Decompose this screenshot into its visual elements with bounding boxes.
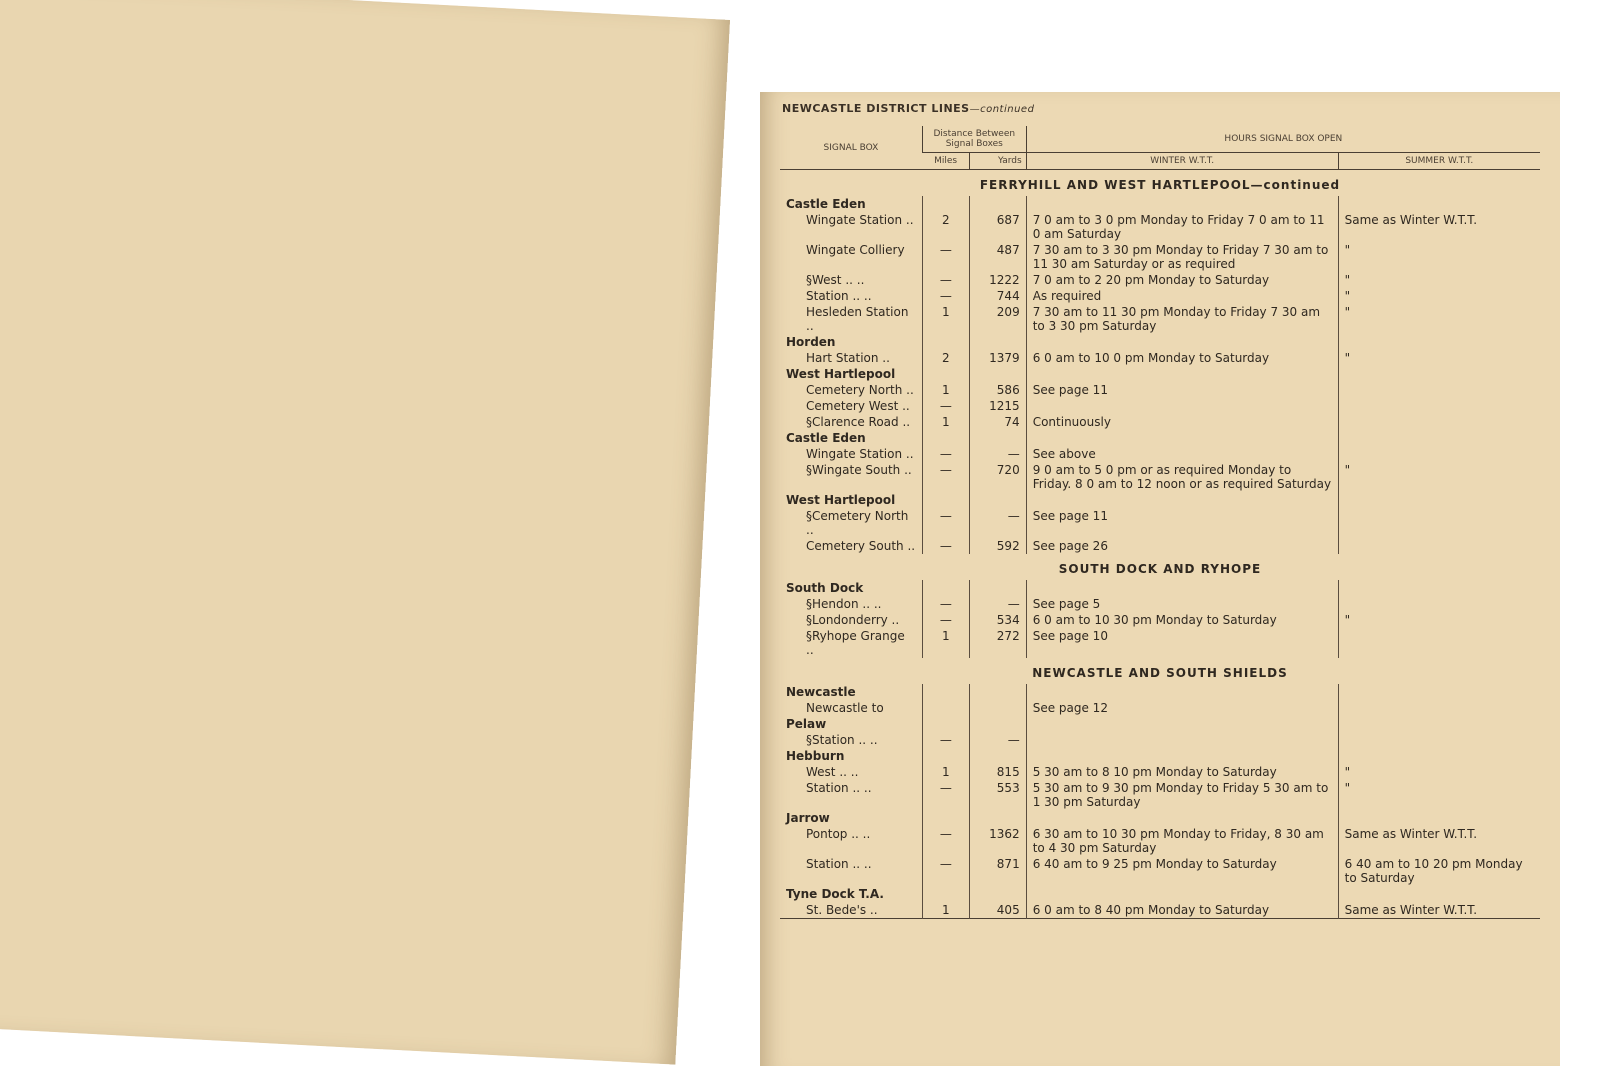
- winter-cell: 7 30 am to 3 30 pm Monday to Friday 7 30 am to 11 30 am Saturday or as required: [1026, 242, 1338, 272]
- yards-cell: [969, 810, 1026, 826]
- rule-cell: [780, 919, 1540, 926]
- miles-cell: [922, 430, 969, 446]
- summer-cell: ": [1338, 780, 1540, 810]
- section-heading-row: [780, 170, 1540, 197]
- winter-cell: [1026, 732, 1338, 748]
- summer-cell: ": [1338, 612, 1540, 628]
- miles-cell: [922, 716, 969, 732]
- summer-cell: ": [1338, 272, 1540, 288]
- summer-cell: ": [1338, 462, 1540, 492]
- summer-cell: [1338, 810, 1540, 826]
- signal-box-name: West .. ..: [806, 765, 859, 779]
- signal-box-name: Hart Station ..: [806, 351, 890, 365]
- col-distance: Distance Between Signal Boxes: [922, 126, 1026, 153]
- signal-box-name: §Londonderry ..: [806, 613, 900, 627]
- group-name: West Hartlepool: [786, 367, 896, 381]
- summer-cell: [1338, 628, 1540, 658]
- yards-cell: [969, 684, 1026, 700]
- winter-cell: [1026, 196, 1338, 212]
- signal-box-name: §Ryhope Grange ..: [806, 629, 905, 657]
- miles-cell: [922, 700, 969, 716]
- summer-cell: [1338, 580, 1540, 596]
- winter-cell: [1026, 716, 1338, 732]
- group-name: Horden: [786, 335, 836, 349]
- yards-cell: 272: [969, 628, 1026, 658]
- signal-box-name: §Station .. ..: [806, 733, 878, 747]
- miles-cell: [922, 580, 969, 596]
- table-row: [780, 856, 1540, 886]
- yards-cell: [969, 580, 1026, 596]
- winter-cell: 6 30 am to 10 30 pm Monday to Friday, 8 30 am to 4 30 pm Saturday: [1026, 826, 1338, 856]
- miles-cell: [922, 334, 969, 350]
- table-row: [780, 612, 1540, 628]
- winter-cell: 5 30 am to 8 10 pm Monday to Saturday: [1026, 764, 1338, 780]
- winter-cell: See above: [1026, 446, 1338, 462]
- group-name: Pelaw: [786, 717, 827, 731]
- group-name: Castle Eden: [786, 197, 866, 211]
- miles-cell: —: [922, 826, 969, 856]
- group-name: Jarrow: [786, 811, 830, 825]
- signal-box-cell: [780, 732, 922, 748]
- signal-box-name: Hesleden Station ..: [806, 305, 909, 333]
- miles-cell: 1: [922, 304, 969, 334]
- summer-cell: ": [1338, 764, 1540, 780]
- table-row: [780, 764, 1540, 780]
- summer-cell: [1338, 334, 1540, 350]
- miles-cell: —: [922, 288, 969, 304]
- group-row: [780, 886, 1540, 902]
- col-yards: Yards: [969, 153, 1026, 170]
- yards-cell: —: [969, 508, 1026, 538]
- yards-cell: 487: [969, 242, 1026, 272]
- signal-box-cell: [780, 596, 922, 612]
- signal-box-table: [780, 126, 1540, 925]
- table-row: [780, 304, 1540, 334]
- miles-cell: —: [922, 538, 969, 554]
- summer-cell: [1338, 196, 1540, 212]
- winter-cell: [1026, 580, 1338, 596]
- table-row: [780, 508, 1540, 538]
- signal-box-cell: [780, 856, 922, 886]
- table-row: [780, 902, 1540, 919]
- miles-cell: [922, 810, 969, 826]
- signal-box-cell: [780, 398, 922, 414]
- yards-cell: 553: [969, 780, 1026, 810]
- table-row: [780, 826, 1540, 856]
- yards-cell: [969, 492, 1026, 508]
- summer-cell: [1338, 398, 1540, 414]
- yards-cell: [969, 748, 1026, 764]
- yards-cell: 871: [969, 856, 1026, 886]
- miles-cell: [922, 492, 969, 508]
- table-row: [780, 462, 1540, 492]
- summer-cell: Same as Winter W.T.T.: [1338, 212, 1540, 242]
- winter-cell: See page 12: [1026, 700, 1338, 716]
- signal-box-cell: [780, 826, 922, 856]
- signal-box-name: Wingate Station ..: [806, 447, 914, 461]
- winter-cell: As required: [1026, 288, 1338, 304]
- yards-cell: [969, 334, 1026, 350]
- group-name: Hebburn: [786, 749, 845, 763]
- summer-cell: [1338, 538, 1540, 554]
- summer-cell: 6 40 am to 10 20 pm Monday to Saturday: [1338, 856, 1540, 886]
- winter-cell: 6 0 am to 10 30 pm Monday to Saturday: [1026, 612, 1338, 628]
- group-row: [780, 748, 1540, 764]
- miles-cell: 1: [922, 382, 969, 398]
- summer-cell: ": [1338, 288, 1540, 304]
- table-row: [780, 780, 1540, 810]
- yards-cell: 744: [969, 288, 1026, 304]
- miles-cell: 2: [922, 212, 969, 242]
- yards-cell: —: [969, 446, 1026, 462]
- winter-cell: [1026, 334, 1338, 350]
- winter-cell: [1026, 492, 1338, 508]
- miles-cell: —: [922, 780, 969, 810]
- miles-cell: 1: [922, 414, 969, 430]
- yards-cell: 534: [969, 612, 1026, 628]
- summer-cell: [1338, 732, 1540, 748]
- miles-cell: —: [922, 612, 969, 628]
- signal-box-name: §Hendon .. ..: [806, 597, 882, 611]
- yards-cell: 586: [969, 382, 1026, 398]
- signal-box-name: Station .. ..: [806, 857, 872, 871]
- group-row: [780, 366, 1540, 382]
- yards-cell: [969, 700, 1026, 716]
- signal-box-name: Cemetery North ..: [806, 383, 914, 397]
- yards-cell: 405: [969, 902, 1026, 919]
- table-row: [780, 398, 1540, 414]
- yards-cell: 1222: [969, 272, 1026, 288]
- winter-cell: 5 30 am to 9 30 pm Monday to Friday 5 30 am to 1 30 pm Saturday: [1026, 780, 1338, 810]
- miles-cell: —: [922, 242, 969, 272]
- signal-box-name: Wingate Colliery: [806, 243, 905, 257]
- signal-box-name: St. Bede's ..: [806, 903, 878, 917]
- signal-box-cell: [780, 628, 922, 658]
- summer-cell: [1338, 382, 1540, 398]
- winter-cell: See page 10: [1026, 628, 1338, 658]
- yards-cell: 209: [969, 304, 1026, 334]
- signal-box-cell: [780, 382, 922, 398]
- signal-box-cell: [780, 764, 922, 780]
- signal-box-name: Pontop .. ..: [806, 827, 871, 841]
- signal-box-cell: [780, 902, 922, 919]
- winter-cell: [1026, 886, 1338, 902]
- miles-cell: 2: [922, 350, 969, 366]
- yards-cell: 687: [969, 212, 1026, 242]
- signal-box-cell: [780, 272, 922, 288]
- table-row: [780, 288, 1540, 304]
- summer-cell: Same as Winter W.T.T.: [1338, 902, 1540, 919]
- section-heading-row: [780, 554, 1540, 580]
- miles-cell: —: [922, 272, 969, 288]
- summer-cell: Same as Winter W.T.T.: [1338, 826, 1540, 856]
- signal-box-name: Cemetery South ..: [806, 539, 916, 553]
- summer-cell: [1338, 716, 1540, 732]
- table-row: [780, 350, 1540, 366]
- table-row: [780, 538, 1540, 554]
- winter-cell: 7 30 am to 11 30 pm Monday to Friday 7 30 am to 3 30 pm Saturday: [1026, 304, 1338, 334]
- summer-cell: [1338, 886, 1540, 902]
- summer-cell: [1338, 684, 1540, 700]
- yards-cell: [969, 196, 1026, 212]
- col-miles: Miles: [922, 153, 969, 170]
- group-row: [780, 716, 1540, 732]
- miles-cell: —: [922, 508, 969, 538]
- col-signal-box: SIGNAL BOX: [780, 126, 922, 170]
- summer-cell: [1338, 748, 1540, 764]
- summer-cell: ": [1338, 350, 1540, 366]
- summer-cell: [1338, 700, 1540, 716]
- miles-cell: [922, 366, 969, 382]
- signal-box-name: Station .. ..: [806, 781, 872, 795]
- group-row: [780, 580, 1540, 596]
- signal-box-cell: [780, 288, 922, 304]
- table-row: [780, 242, 1540, 272]
- miles-cell: —: [922, 596, 969, 612]
- signal-box-cell: [780, 350, 922, 366]
- summer-cell: [1338, 414, 1540, 430]
- winter-cell: [1026, 684, 1338, 700]
- table-row: [780, 628, 1540, 658]
- group-name: Tyne Dock T.A.: [786, 887, 884, 901]
- table-bottom-rule: [780, 919, 1540, 926]
- signal-box-cell: [780, 414, 922, 430]
- yards-cell: [969, 886, 1026, 902]
- miles-cell: —: [922, 856, 969, 886]
- winter-cell: [1026, 748, 1338, 764]
- table-row: [780, 414, 1540, 430]
- winter-cell: 7 0 am to 3 0 pm Monday to Friday 7 0 am to 11 0 am Saturday: [1026, 212, 1338, 242]
- table-row: [780, 382, 1540, 398]
- miles-cell: [922, 684, 969, 700]
- col-hours: HOURS SIGNAL BOX OPEN: [1026, 126, 1540, 153]
- yards-cell: [969, 716, 1026, 732]
- yards-cell: 815: [969, 764, 1026, 780]
- miles-cell: 1: [922, 902, 969, 919]
- signal-box-cell: [780, 612, 922, 628]
- signal-box-name: §Clarence Road ..: [806, 415, 911, 429]
- table-row: [780, 596, 1540, 612]
- group-name: South Dock: [786, 581, 864, 595]
- group-row: [780, 196, 1540, 212]
- yards-cell: 1215: [969, 398, 1026, 414]
- group-name: Newcastle: [786, 685, 856, 699]
- table-body: [780, 170, 1540, 926]
- table-row: [780, 212, 1540, 242]
- signal-box-cell: [780, 242, 922, 272]
- signal-box-cell: [780, 304, 922, 334]
- right-page: [760, 92, 1560, 1066]
- winter-cell: See page 11: [1026, 508, 1338, 538]
- yards-cell: 592: [969, 538, 1026, 554]
- winter-cell: 6 0 am to 8 40 pm Monday to Saturday: [1026, 902, 1338, 919]
- winter-cell: 7 0 am to 2 20 pm Monday to Saturday: [1026, 272, 1338, 288]
- miles-cell: —: [922, 462, 969, 492]
- yards-cell: 1379: [969, 350, 1026, 366]
- summer-cell: [1338, 492, 1540, 508]
- yards-cell: 74: [969, 414, 1026, 430]
- winter-cell: [1026, 810, 1338, 826]
- winter-cell: 6 40 am to 9 25 pm Monday to Saturday: [1026, 856, 1338, 886]
- group-name: West Hartlepool: [786, 493, 896, 507]
- table-row: [780, 700, 1540, 716]
- yards-cell: [969, 430, 1026, 446]
- group-row: [780, 334, 1540, 350]
- group-row: [780, 810, 1540, 826]
- winter-cell: Continuously: [1026, 414, 1338, 430]
- col-summer: SUMMER W.T.T.: [1338, 153, 1540, 170]
- signal-box-name: Newcastle to: [806, 701, 884, 715]
- winter-cell: [1026, 366, 1338, 382]
- yards-cell: [969, 366, 1026, 382]
- section-title: FERRYHILL AND WEST HARTLEPOOL—continued: [979, 178, 1341, 192]
- winter-cell: See page 11: [1026, 382, 1338, 398]
- table-row: [780, 732, 1540, 748]
- header-continued: —continued: [969, 104, 1035, 115]
- winter-cell: [1026, 398, 1338, 414]
- miles-cell: 1: [922, 628, 969, 658]
- summer-cell: [1338, 508, 1540, 538]
- winter-cell: 6 0 am to 10 0 pm Monday to Saturday: [1026, 350, 1338, 366]
- miles-cell: [922, 748, 969, 764]
- summer-cell: [1338, 430, 1540, 446]
- signal-box-name: Station .. ..: [806, 289, 872, 303]
- signal-box-name: §West .. ..: [806, 273, 865, 287]
- yards-cell: 720: [969, 462, 1026, 492]
- group-row: [780, 492, 1540, 508]
- signal-box-name: Wingate Station ..: [806, 213, 914, 227]
- miles-cell: —: [922, 732, 969, 748]
- group-row: [780, 430, 1540, 446]
- signal-box-cell: [780, 700, 922, 716]
- signal-box-cell: [780, 780, 922, 810]
- signal-box-cell: [780, 462, 922, 492]
- miles-cell: —: [922, 398, 969, 414]
- summer-cell: [1338, 596, 1540, 612]
- header-title: NEWCASTLE DISTRICT LINES: [782, 102, 970, 115]
- summer-cell: [1338, 366, 1540, 382]
- section-title: SOUTH DOCK AND RYHOPE: [1058, 562, 1262, 576]
- left-page: [0, 0, 730, 1065]
- table-row: [780, 272, 1540, 288]
- miles-cell: [922, 886, 969, 902]
- signal-box-cell: [780, 538, 922, 554]
- summer-cell: ": [1338, 304, 1540, 334]
- yards-cell: —: [969, 732, 1026, 748]
- group-name: Castle Eden: [786, 431, 866, 445]
- signal-box-cell: [780, 446, 922, 462]
- yards-cell: —: [969, 596, 1026, 612]
- winter-cell: [1026, 430, 1338, 446]
- miles-cell: 1: [922, 764, 969, 780]
- section-title: NEWCASTLE AND SOUTH SHIELDS: [1032, 666, 1288, 680]
- signal-box-name: Cemetery West ..: [806, 399, 910, 413]
- signal-box-cell: [780, 508, 922, 538]
- miles-cell: [922, 196, 969, 212]
- miles-cell: —: [922, 446, 969, 462]
- winter-cell: See page 26: [1026, 538, 1338, 554]
- signal-box-cell: [780, 212, 922, 242]
- group-row: [780, 684, 1540, 700]
- summer-cell: [1338, 446, 1540, 462]
- page-header: [782, 102, 1034, 115]
- signal-box-name: §Wingate South ..: [806, 463, 912, 477]
- summer-cell: ": [1338, 242, 1540, 272]
- table-header-row: [780, 126, 1540, 153]
- col-winter: WINTER W.T.T.: [1026, 153, 1338, 170]
- winter-cell: 9 0 am to 5 0 pm or as required Monday to Friday. 8 0 am to 12 noon or as required Saturday: [1026, 462, 1338, 492]
- yards-cell: 1362: [969, 826, 1026, 856]
- section-heading-row: [780, 658, 1540, 684]
- signal-box-name: §Cemetery North ..: [806, 509, 909, 537]
- winter-cell: See page 5: [1026, 596, 1338, 612]
- table-row: [780, 446, 1540, 462]
